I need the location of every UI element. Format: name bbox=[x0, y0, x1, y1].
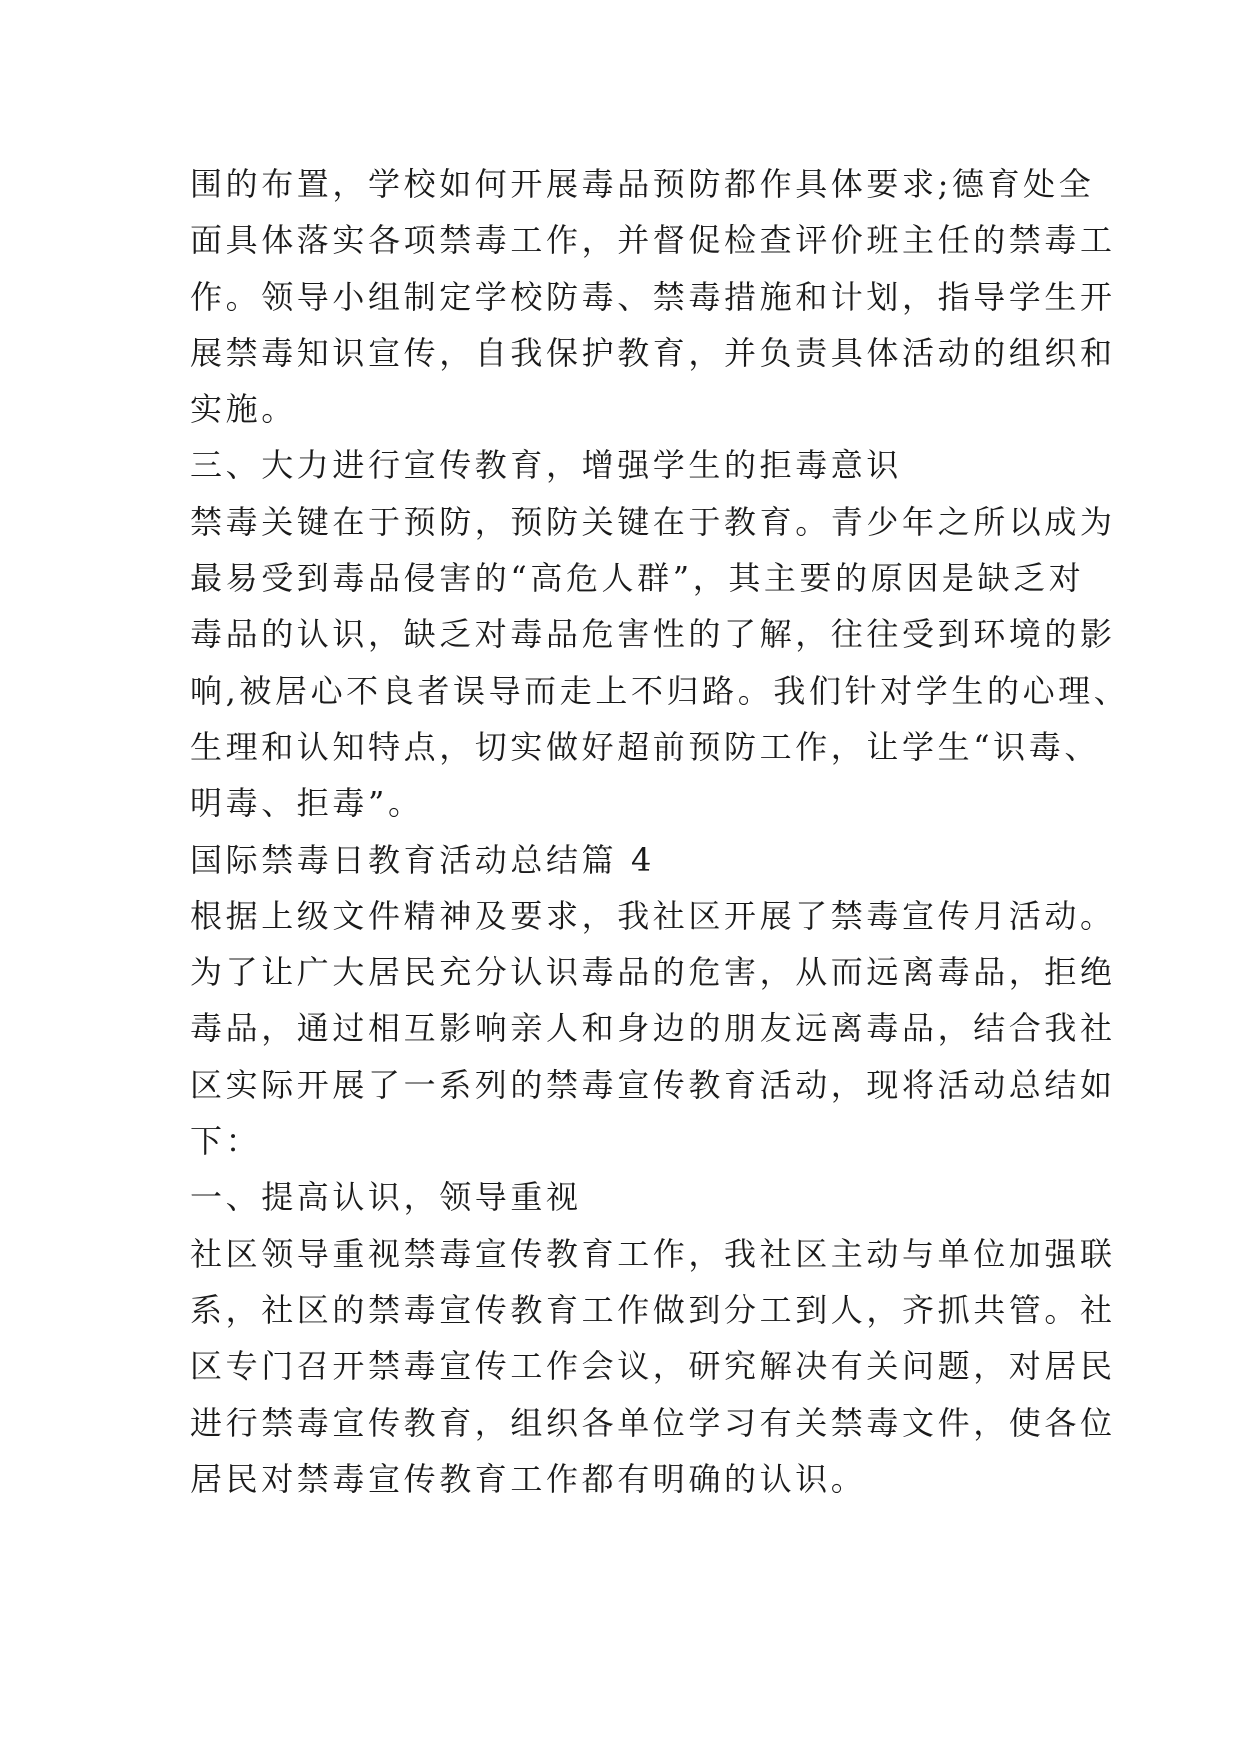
text-line: 根据上级文件精神及要求，我社区开展了禁毒宣传月活动。 bbox=[190, 896, 1116, 935]
article-title-4 bbox=[190, 832, 1090, 888]
text-line: 最易受到毒品侵害的“高危人群”，其主要的原因是缺乏对 bbox=[190, 559, 1085, 598]
paragraph-prevention bbox=[190, 494, 1130, 832]
heading-line: 一、提高认识，领导重视 bbox=[190, 1178, 582, 1217]
text-line: 生理和认知特点，切实做好超前预防工作，让学生“识毒、 bbox=[190, 727, 1100, 766]
text-line: 进行禁毒宣传教育，组织各单位学习有关禁毒文件，使各位 bbox=[190, 1403, 1116, 1442]
text-line: 毒品的认识，缺乏对毒品危害性的了解，往往受到环境的影 bbox=[190, 615, 1116, 654]
text-line: 实施。 bbox=[190, 390, 297, 429]
text-line: 明毒、拒毒”。 bbox=[190, 784, 424, 823]
paragraph-intro bbox=[190, 888, 1116, 1169]
text-line: 展禁毒知识宣传，自我保护教育，并负责具体活动的组织和 bbox=[190, 333, 1116, 372]
section-heading-3 bbox=[190, 437, 1090, 493]
text-line: 系，社区的禁毒宣传教育工作做到分工到人，齐抓共管。社 bbox=[190, 1290, 1116, 1329]
text-line: 响,被居心不良者误导而走上不归路。我们针对学生的心理、 bbox=[190, 671, 1130, 710]
heading-line: 三、大力进行宣传教育，增强学生的拒毒意识 bbox=[190, 446, 903, 485]
title-line: 国际禁毒日教育活动总结篇 4 bbox=[190, 840, 655, 879]
text-line: 居民对禁毒宣传教育工作都有明确的认识。 bbox=[190, 1459, 867, 1498]
paragraph-responsibilities bbox=[190, 156, 1116, 437]
text-line: 社区领导重视禁毒宣传教育工作，我社区主动与单位加强联 bbox=[190, 1234, 1116, 1273]
document-body bbox=[190, 156, 1130, 1507]
text-line: 为了让广大居民充分认识毒品的危害，从而远离毒品，拒绝 bbox=[190, 953, 1116, 992]
text-line: 作。领导小组制定学校防毒、禁毒措施和计划，指导学生开 bbox=[190, 277, 1116, 316]
text-line: 禁毒关键在于预防，预防关键在于教育。青少年之所以成为 bbox=[190, 502, 1116, 541]
text-line: 面具体落实各项禁毒工作，并督促检查评价班主任的禁毒工 bbox=[190, 221, 1116, 260]
text-line: 毒品，通过相互影响亲人和身边的朋友远离毒品，结合我社 bbox=[190, 1009, 1116, 1048]
text-line: 下： bbox=[190, 1122, 262, 1161]
text-line: 区实际开展了一系列的禁毒宣传教育活动，现将活动总结如 bbox=[190, 1065, 1116, 1104]
text-line: 区专门召开禁毒宣传工作会议，研究解决有关问题，对居民 bbox=[190, 1347, 1116, 1386]
paragraph-leadership bbox=[190, 1226, 1116, 1507]
text-line: 围的布置，学校如何开展毒品预防都作具体要求;德育处全 bbox=[190, 165, 1095, 203]
section-heading-1 bbox=[190, 1169, 1090, 1225]
